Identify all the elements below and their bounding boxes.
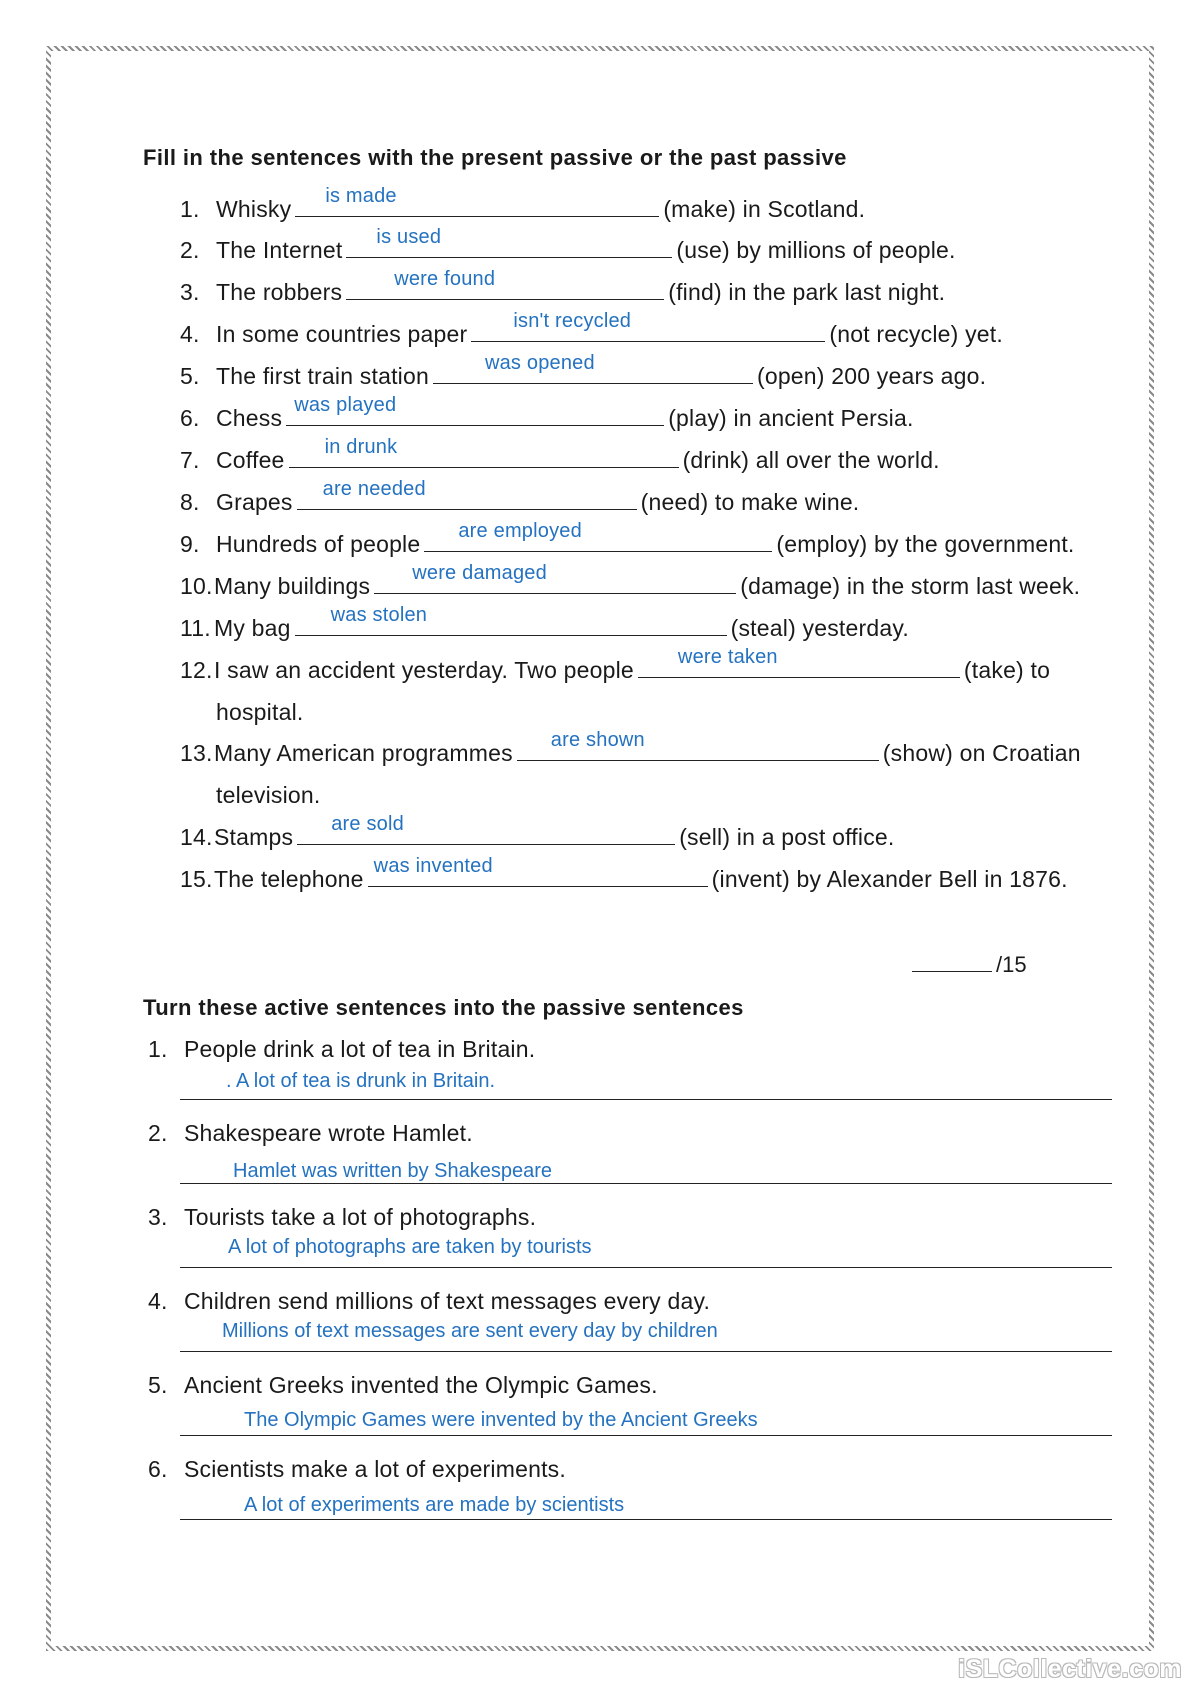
- answer-blank[interactable]: [297, 813, 675, 845]
- item-after: (find) in the park last night.: [668, 279, 946, 305]
- answer-blank[interactable]: [638, 646, 960, 678]
- item-after: (invent) by Alexander Bell in 1876.: [711, 866, 1068, 892]
- active-sentence: Shakespeare wrote Hamlet.: [184, 1120, 473, 1146]
- answer-blank[interactable]: [517, 729, 879, 761]
- score-blank[interactable]: [912, 951, 992, 972]
- answer-text: are sold: [331, 813, 404, 835]
- item-after: (not recycle) yet.: [829, 321, 1003, 347]
- answer-blank[interactable]: [297, 478, 637, 510]
- item-after: (steal) yesterday.: [730, 615, 909, 641]
- item-after: (damage) in the storm last week.: [740, 573, 1081, 599]
- answer-text: is used: [376, 226, 442, 248]
- answer-line[interactable]: [180, 1183, 1112, 1184]
- item-before: Coffee: [216, 447, 285, 473]
- answer-blank[interactable]: [295, 604, 727, 636]
- watermark-logo: iSLCollective.com: [958, 1655, 1182, 1683]
- item-number: 14.: [180, 824, 213, 850]
- answer-blank[interactable]: [433, 352, 753, 384]
- score-total: /15: [996, 952, 1027, 977]
- item-number: 1.: [180, 196, 200, 222]
- item-number: 1.: [148, 1036, 168, 1062]
- item-after: (show) on Croatian: [882, 740, 1081, 766]
- item-number: 11.: [180, 615, 211, 641]
- item-after: (need) to make wine.: [640, 489, 860, 515]
- item-before: Many American programmes: [214, 740, 513, 766]
- answer-text: isn't recycled: [513, 310, 632, 332]
- answer-blank[interactable]: [471, 310, 825, 342]
- item-number: 15.: [180, 866, 213, 892]
- answer-text: was opened: [484, 352, 595, 374]
- active-sentence: Tourists take a lot of photographs.: [184, 1204, 537, 1230]
- item-before: The robbers: [216, 279, 343, 305]
- answer-blank[interactable]: [346, 268, 664, 300]
- item-after: (make) in Scotland.: [663, 196, 866, 222]
- item-after: (employ) by the government.: [776, 531, 1075, 557]
- item-after: (sell) in a post office.: [679, 824, 895, 850]
- answer-line[interactable]: [180, 1435, 1112, 1436]
- item-continuation: hospital.: [216, 699, 304, 725]
- answer-text: are shown: [550, 729, 645, 751]
- answer-blank[interactable]: [289, 436, 679, 468]
- active-sentence: Scientists make a lot of experiments.: [184, 1456, 566, 1482]
- item-after: (open) 200 years ago.: [756, 363, 987, 389]
- answer-text: was invented: [373, 855, 493, 877]
- answer-text: were damaged: [412, 562, 547, 584]
- answer-blank[interactable]: [368, 855, 708, 887]
- active-sentence: Children send millions of text messages every day.: [184, 1288, 711, 1314]
- item-number: 8.: [180, 489, 200, 515]
- answer-text: were taken: [677, 646, 778, 668]
- answer-blank[interactable]: [346, 226, 672, 258]
- item-number: 2.: [180, 237, 200, 263]
- answer-blank[interactable]: [295, 185, 659, 217]
- answer-line[interactable]: [180, 1519, 1112, 1520]
- answer-text: was stolen: [330, 604, 428, 626]
- answer-text: is made: [325, 185, 397, 207]
- active-sentence: Ancient Greeks invented the Olympic Games.: [184, 1372, 658, 1398]
- item-before: Many buildings: [214, 573, 371, 599]
- item-before: The Internet: [216, 237, 343, 263]
- answer-text: are employed: [458, 520, 582, 542]
- item-number: 4.: [180, 321, 200, 347]
- item-before: The first train station: [216, 363, 429, 389]
- section2-heading: Turn these active sentences into the passive sentences: [143, 995, 744, 1020]
- item-continuation: television.: [216, 782, 321, 808]
- item-before: I saw an accident yesterday. Two people: [214, 657, 634, 683]
- item-before: Whisky: [216, 196, 292, 222]
- item-before: Stamps: [214, 824, 294, 850]
- item-number: 10.: [180, 573, 213, 599]
- section1-heading: Fill in the sentences with the present passive or the past passive: [143, 145, 847, 170]
- answer-line[interactable]: [180, 1267, 1112, 1268]
- answer-text: were found: [394, 268, 496, 290]
- answer-line[interactable]: [180, 1099, 1112, 1100]
- item-number: 4.: [148, 1288, 168, 1314]
- item-after: (drink) all over the world.: [682, 447, 940, 473]
- answer-blank[interactable]: [286, 394, 664, 426]
- item-number: 5.: [180, 363, 200, 389]
- answer-blank[interactable]: [424, 520, 772, 552]
- answer-blank[interactable]: [374, 562, 736, 594]
- item-before: My bag: [214, 615, 291, 641]
- item-before: Chess: [216, 405, 283, 431]
- answer-text: in drunk: [324, 436, 398, 458]
- item-number: 9.: [180, 531, 200, 557]
- answer-text: A lot of experiments are made by scientists: [244, 1494, 625, 1516]
- item-number: 13.: [180, 740, 213, 766]
- item-number: 2.: [148, 1120, 168, 1146]
- item-number: 3.: [180, 279, 200, 305]
- item-number: 7.: [180, 447, 200, 473]
- active-sentence: People drink a lot of tea in Britain.: [184, 1036, 536, 1062]
- item-before: Hundreds of people: [216, 531, 421, 557]
- item-before: The telephone: [214, 866, 364, 892]
- answer-text: The Olympic Games were invented by the Ancient Greeks: [244, 1409, 758, 1431]
- item-before: In some countries paper: [216, 321, 468, 347]
- answer-text: . A lot of tea is drunk in Britain.: [226, 1070, 496, 1092]
- item-number: 12.: [180, 657, 213, 683]
- answer-text: Millions of text messages are sent every day by children: [222, 1320, 718, 1342]
- answer-line[interactable]: [180, 1351, 1112, 1352]
- item-number: 6.: [180, 405, 200, 431]
- item-after: (play) in ancient Persia.: [668, 405, 914, 431]
- answer-text: are needed: [322, 478, 426, 500]
- answer-text: was played: [294, 394, 397, 416]
- item-after: (use) by millions of people.: [676, 237, 956, 263]
- answer-text: A lot of photographs are taken by tourists: [228, 1236, 592, 1258]
- answer-text: Hamlet was written by Shakespeare: [233, 1160, 553, 1182]
- score-box: [912, 951, 1027, 978]
- item-number: 3.: [148, 1204, 168, 1230]
- item-number: 5.: [148, 1372, 168, 1398]
- item-after: (take) to: [963, 657, 1051, 683]
- item-before: Grapes: [216, 489, 293, 515]
- item-number: 6.: [148, 1456, 168, 1482]
